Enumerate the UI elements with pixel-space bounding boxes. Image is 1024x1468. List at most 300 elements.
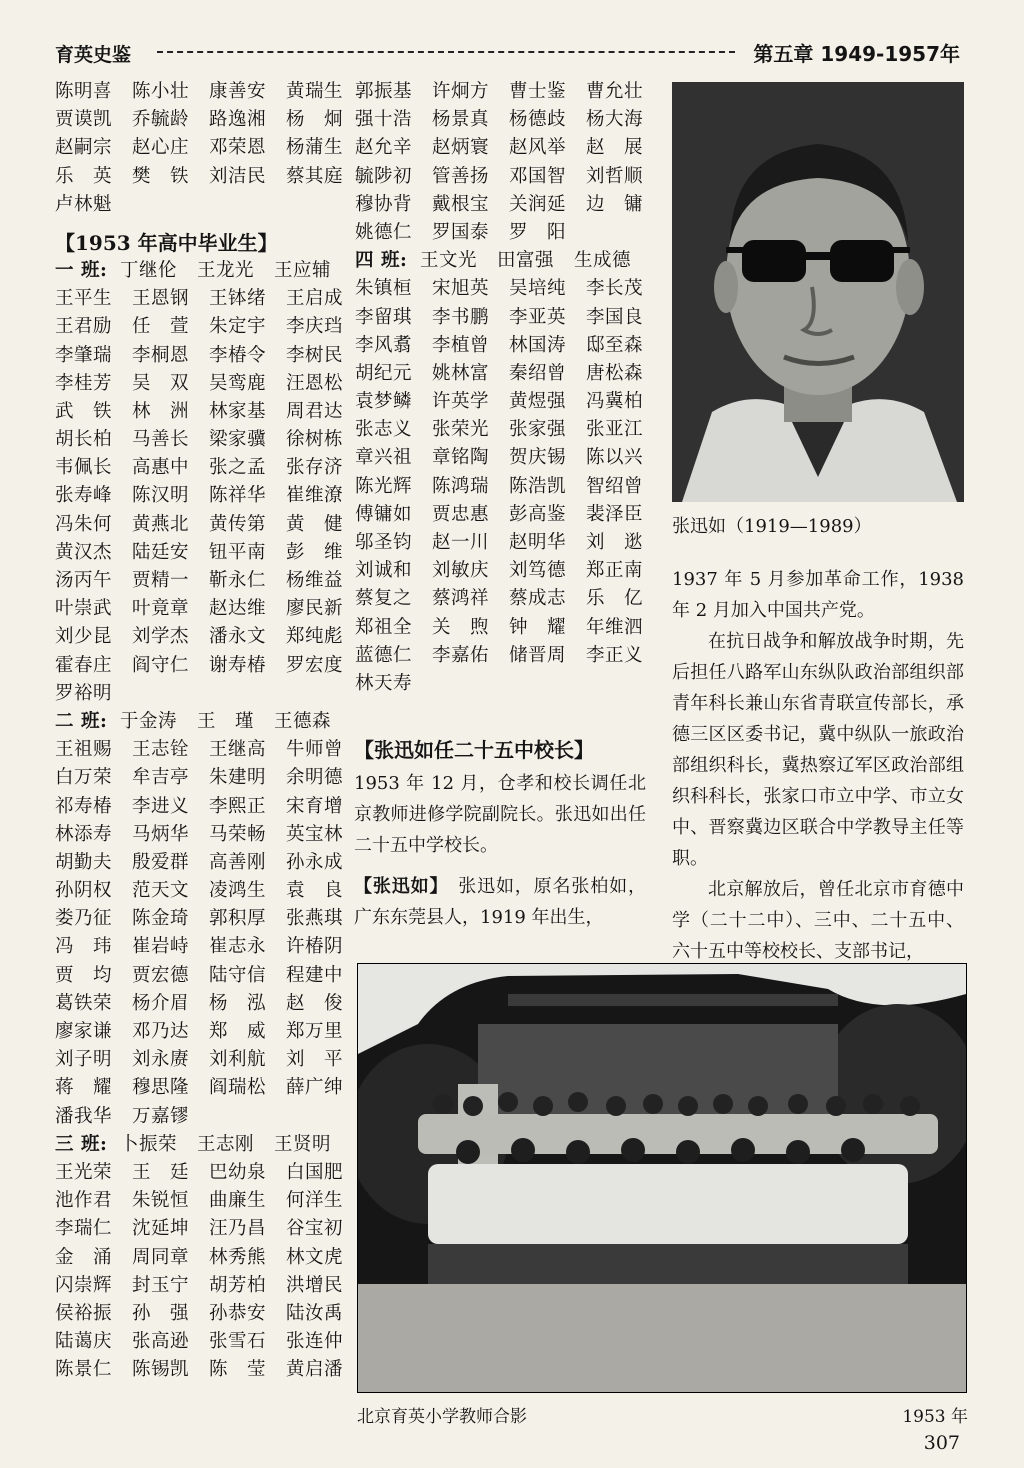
- name-column-1: [55, 78, 347, 1384]
- student-name: 杨德歧: [509, 109, 567, 131]
- student-name: 姚林富: [432, 362, 490, 384]
- student-name: 卢林魁: [55, 193, 113, 215]
- profile-text: 张迅如，原名张柏如，广东东莞县人，1919 年出生，: [354, 876, 647, 928]
- name-row: [55, 567, 347, 595]
- student-name: 霍春庄: [55, 654, 113, 676]
- student-name: 邓国智: [509, 165, 567, 187]
- student-name: 万嘉镠: [132, 1105, 190, 1127]
- student-name: 黄 健: [286, 513, 344, 535]
- student-name: 王志刚: [197, 1133, 255, 1155]
- name-row: [55, 482, 347, 510]
- student-name: 黄瑞生: [286, 81, 344, 102]
- student-name: 何洋生: [286, 1190, 344, 1212]
- name-row: [55, 680, 347, 708]
- student-name: 李瑞仁: [55, 1218, 113, 1240]
- student-name: 周同章: [132, 1246, 190, 1268]
- name-row: [55, 1074, 347, 1102]
- student-name: 王志铨: [132, 739, 190, 761]
- student-name: 许英学: [432, 391, 490, 413]
- student-name: 李风翥: [355, 334, 413, 356]
- student-name: 冯 玮: [55, 936, 113, 958]
- student-name: 胡长柏: [55, 429, 113, 451]
- name-row: [55, 1215, 347, 1243]
- student-name: 陈浩凯: [509, 475, 567, 497]
- student-name: 罗国泰: [432, 221, 490, 243]
- student-name: 罗裕明: [55, 682, 113, 704]
- student-name: 赵一川: [432, 532, 490, 553]
- student-name: 白国肥: [286, 1161, 344, 1183]
- name-row: [355, 360, 655, 388]
- student-name: 范天文: [132, 880, 190, 902]
- name-row: [55, 877, 347, 905]
- student-name: 章铭陶: [432, 447, 490, 469]
- student-name: 王龙光: [197, 259, 255, 281]
- student-name: 林添寿: [55, 823, 113, 845]
- student-name: 穆思隆: [132, 1077, 190, 1099]
- student-name: 阎守仁: [132, 654, 190, 676]
- student-name: 毓陟初: [355, 165, 413, 187]
- student-name: 靳永仁: [209, 570, 267, 591]
- student-name: 郑 威: [209, 1021, 267, 1042]
- name-row: [55, 285, 347, 313]
- student-name: 刘笃德: [509, 560, 567, 582]
- student-name: 孙恭安: [209, 1302, 267, 1324]
- student-name: 谷宝初: [286, 1218, 344, 1240]
- name-row: [55, 539, 347, 567]
- name-row: [55, 1159, 347, 1187]
- student-name: 程建中: [286, 964, 344, 986]
- student-name: 王光荣: [55, 1161, 113, 1183]
- student-name: 廖民新: [286, 598, 344, 620]
- student-name: 杨 炯: [286, 109, 344, 131]
- name-row: [355, 275, 655, 303]
- student-name: 侯裕振: [55, 1302, 113, 1324]
- student-name: 曲廉生: [209, 1190, 267, 1212]
- student-name: 李国良: [586, 306, 644, 328]
- name-row: [55, 990, 347, 1018]
- student-name: 边 镛: [586, 193, 644, 215]
- student-name: 闪崇辉: [55, 1274, 113, 1296]
- student-name: 汪乃昌: [209, 1218, 267, 1240]
- student-name: 陆廷安: [132, 541, 190, 563]
- student-name: 阎瑞松: [209, 1077, 267, 1099]
- student-name: 陈祥华: [209, 485, 267, 507]
- student-name: 葛铁荣: [55, 992, 113, 1014]
- student-name: 廖家谦: [55, 1021, 113, 1042]
- student-name: 李桐恩: [132, 344, 190, 366]
- group-photo: [357, 963, 967, 1393]
- student-name: 马炳华: [132, 823, 190, 845]
- student-name: 秦绍曾: [509, 362, 567, 384]
- student-name: 赵明华: [509, 532, 567, 553]
- student-name: 王钵绪: [209, 288, 267, 310]
- class-row: [355, 247, 655, 275]
- student-name: 姚德仁: [355, 221, 413, 243]
- name-row: [355, 585, 655, 613]
- name-row: [355, 557, 655, 585]
- name-row: [55, 764, 347, 792]
- student-name: 林秀熊: [209, 1246, 267, 1268]
- student-name: 李长茂: [586, 278, 644, 300]
- name-row: [55, 78, 347, 106]
- student-name: 田富强: [497, 250, 555, 272]
- student-name: 丁继伦: [120, 259, 178, 281]
- student-name: 刘学杰: [132, 626, 190, 648]
- student-name: 孙永成: [286, 851, 344, 873]
- class-row: [55, 257, 347, 285]
- student-name: 郑万里: [286, 1021, 344, 1042]
- name-row: [55, 623, 347, 651]
- student-name: 裴泽臣: [586, 503, 644, 525]
- student-name: 陈金琦: [132, 908, 190, 930]
- name-row: [55, 454, 347, 482]
- student-name: 钟 耀: [509, 616, 567, 638]
- name-row: [55, 134, 347, 162]
- student-name: 郭积厚: [209, 908, 267, 930]
- student-name: 曹士鉴: [509, 81, 567, 102]
- student-name: 崔志永: [209, 936, 267, 958]
- name-row: [55, 1244, 347, 1272]
- student-name: 刘利航: [209, 1049, 267, 1071]
- student-name: 陈小壮: [132, 81, 190, 102]
- student-name: 封玉宁: [132, 1274, 190, 1296]
- student-name: 袁梦鳞: [355, 391, 413, 413]
- student-name: 李亚英: [509, 306, 567, 328]
- name-row: [355, 416, 655, 444]
- student-name: 蔡鸿祥: [432, 588, 490, 610]
- student-name: 王恩钢: [132, 288, 190, 310]
- student-name: 刘敏庆: [432, 560, 490, 582]
- student-name: 袁 良: [286, 880, 344, 902]
- portrait-image: [672, 82, 964, 502]
- student-name: 许炯方: [432, 81, 490, 102]
- student-name: 薛广绅: [286, 1077, 344, 1099]
- name-row: [55, 1356, 347, 1384]
- book-title: 育英史鉴: [55, 44, 132, 66]
- student-name: 张志义: [355, 419, 413, 441]
- name-row: [55, 962, 347, 990]
- name-row: [55, 398, 347, 426]
- student-name: 彭 维: [286, 541, 344, 563]
- student-name: 张亚江: [586, 419, 644, 441]
- student-name: 陈以兴: [586, 447, 644, 469]
- student-name: 吴鸾鹿: [209, 372, 267, 394]
- student-name: 林家基: [209, 400, 267, 422]
- name-row: [55, 652, 347, 680]
- student-name: 潘永文: [209, 626, 267, 648]
- student-name: 孙阴权: [55, 880, 113, 902]
- student-name: 邬圣钧: [355, 532, 413, 553]
- student-name: 罗 阳: [509, 221, 567, 243]
- student-name: 刘少昆: [55, 626, 113, 648]
- student-name: 王应辅: [274, 259, 332, 281]
- student-name: 邓乃达: [132, 1021, 190, 1042]
- student-name: 郑正南: [586, 560, 644, 582]
- student-name: 张荣光: [432, 419, 490, 441]
- class-label: 三 班:: [55, 1133, 108, 1155]
- student-name: 郑纯彪: [286, 626, 344, 648]
- student-name: 汪恩松: [286, 372, 344, 394]
- name-row: [355, 670, 655, 698]
- student-name: 吴 双: [132, 372, 190, 394]
- name-row: [55, 342, 347, 370]
- name-row: [355, 163, 655, 191]
- article-paragraph-1: 1953 年 12 月，仓孝和校长调任北京教师进修学院副院长。张迅如出任二十五中学校长。: [354, 773, 646, 856]
- student-name: 贾谟凯: [55, 109, 113, 131]
- student-name: 卜振荣: [120, 1133, 178, 1155]
- student-name: 章兴祖: [355, 447, 413, 469]
- name-row: [355, 78, 655, 106]
- student-name: 蔡成志: [509, 588, 567, 610]
- student-name: 贾宏德: [132, 964, 190, 986]
- student-name: 蔡其庭: [286, 165, 344, 187]
- student-name: 张寿峰: [55, 485, 113, 507]
- student-name: 蓝德仁: [355, 644, 413, 666]
- page-header: [55, 36, 960, 68]
- name-row: [55, 163, 347, 191]
- name-row: [355, 614, 655, 642]
- student-name: 王德森: [274, 710, 332, 732]
- student-name: 叶竟章: [132, 598, 190, 620]
- student-name: 钮平南: [209, 541, 267, 563]
- student-name: 黄传第: [209, 513, 267, 535]
- student-name: 穆协背: [355, 193, 413, 215]
- student-name: 叶崇武: [55, 598, 113, 620]
- student-name: 李正义: [586, 644, 644, 666]
- student-name: 牟吉亭: [132, 767, 190, 789]
- student-name: 邓荣恩: [209, 137, 267, 159]
- student-name: 金 涌: [55, 1246, 113, 1268]
- student-name: 池作君: [55, 1190, 113, 1212]
- portrait-photo: [672, 82, 964, 502]
- student-name: 黄汉杰: [55, 541, 113, 563]
- student-name: 武 铁: [55, 400, 113, 422]
- student-name: 赵允辛: [355, 137, 413, 159]
- student-name: 洪增民: [286, 1274, 344, 1296]
- student-name: 殷爱群: [132, 851, 190, 873]
- student-name: 冯朱何: [55, 513, 113, 535]
- principal-article: [354, 732, 646, 933]
- biography-text: [672, 564, 964, 967]
- student-name: 罗宏度: [286, 654, 344, 676]
- student-name: 任 萱: [132, 316, 190, 338]
- student-name: 王继高: [209, 739, 267, 761]
- student-name: 樊 铁: [132, 165, 190, 187]
- name-row: [355, 501, 655, 529]
- student-name: 路逸湘: [209, 109, 267, 131]
- student-name: 王启成: [286, 288, 344, 310]
- student-name: 刘子明: [55, 1049, 113, 1071]
- student-name: 乐 英: [55, 165, 113, 187]
- name-row: [355, 642, 655, 670]
- student-name: 于金涛: [120, 710, 178, 732]
- student-name: 杨蒲生: [286, 137, 344, 159]
- name-row: [55, 1187, 347, 1215]
- student-name: 张之孟: [209, 457, 267, 479]
- student-name: 林天寿: [355, 672, 413, 694]
- name-row: [55, 736, 347, 764]
- student-name: 杨大海: [586, 109, 644, 131]
- student-name: 强十浩: [355, 109, 413, 131]
- name-row: [55, 370, 347, 398]
- student-name: 朱建明: [209, 767, 267, 789]
- student-name: 陈鸿瑞: [432, 475, 490, 497]
- name-row: [55, 905, 347, 933]
- name-row: [55, 191, 347, 219]
- student-name: 张连仲: [286, 1331, 344, 1353]
- student-name: 陈光辉: [355, 475, 413, 497]
- page-number: 307: [923, 1432, 960, 1454]
- student-name: 郑祖全: [355, 616, 413, 638]
- student-name: 黄启潘: [286, 1359, 344, 1381]
- student-name: 杨 泓: [209, 992, 267, 1014]
- group-photo-caption: 北京育英小学教师合影: [357, 1407, 527, 1427]
- student-name: 贾精一: [132, 570, 190, 591]
- student-name: 傅镛如: [355, 503, 413, 525]
- student-name: 刘 平: [286, 1049, 344, 1071]
- student-name: 陆守信: [209, 964, 267, 986]
- student-name: 王文光: [420, 250, 478, 272]
- student-name: 关 煦: [432, 616, 490, 638]
- student-name: 林 洲: [132, 400, 190, 422]
- student-name: 谢寿椿: [209, 654, 267, 676]
- chapter-title: 第五章 1949-1957年: [753, 42, 960, 66]
- student-name: 周君达: [286, 400, 344, 422]
- student-name: 孙 强: [132, 1302, 190, 1324]
- class-label: 一 班:: [55, 259, 108, 281]
- student-name: 祁寿椿: [55, 795, 113, 817]
- student-name: 白万荣: [55, 767, 113, 789]
- name-row: [55, 1046, 347, 1074]
- profile-heading: 【张迅如】: [354, 876, 440, 897]
- student-name: 马善长: [132, 429, 190, 451]
- bio-paragraph-1: 1937 年 5 月参加革命工作，1938 年 2 月加入中国共产党。: [672, 569, 964, 621]
- article-paragraph-2: [354, 871, 646, 933]
- student-name: 许椿阴: [286, 936, 344, 958]
- student-name: 郭振基: [355, 81, 413, 102]
- student-name: 李书鹏: [432, 306, 490, 328]
- student-name: 高惠中: [132, 457, 190, 479]
- name-column-2: [355, 78, 655, 698]
- student-name: 潘我华: [55, 1105, 113, 1127]
- student-name: 张雪石: [209, 1331, 267, 1353]
- name-row: [55, 1272, 347, 1300]
- name-row: [55, 1300, 347, 1328]
- student-name: 汤丙午: [55, 570, 113, 591]
- student-name: 李熙正: [209, 795, 267, 817]
- student-name: 高善刚: [209, 851, 267, 873]
- student-name: 康善安: [209, 81, 267, 102]
- student-name: 吴培纯: [509, 278, 567, 300]
- student-name: 韦佩长: [55, 457, 113, 479]
- student-name: 胡纪元: [355, 362, 413, 384]
- student-name: 王君励: [55, 316, 113, 338]
- student-name: 崔维潦: [286, 485, 344, 507]
- student-name: 陈汉明: [132, 485, 190, 507]
- class-label: 四 班:: [355, 250, 408, 272]
- student-name: 彭高鉴: [509, 503, 567, 525]
- student-name: 赵 展: [586, 137, 644, 159]
- name-row: [355, 191, 655, 219]
- student-name: 生成德: [574, 250, 632, 272]
- student-name: 李嘉佑: [432, 644, 490, 666]
- student-name: 李树民: [286, 344, 344, 366]
- name-row: [355, 106, 655, 134]
- name-row: [55, 1103, 347, 1131]
- student-name: 林国涛: [509, 334, 567, 356]
- student-name: 宋育增: [286, 795, 344, 817]
- student-name: 余明德: [286, 767, 344, 789]
- student-name: 陈 莹: [209, 1359, 267, 1381]
- student-name: 张存济: [286, 457, 344, 479]
- student-name: 沈延坤: [132, 1218, 190, 1240]
- student-name: 刘 逖: [586, 532, 644, 553]
- student-name: 邸至森: [586, 334, 644, 356]
- student-name: 乐 亿: [586, 588, 644, 610]
- portrait-caption: 张迅如（1919—1989）: [672, 516, 872, 537]
- student-name: 凌鸿生: [209, 880, 267, 902]
- student-name: 李椿令: [209, 344, 267, 366]
- name-row: [55, 313, 347, 341]
- student-name: 宋旭英: [432, 278, 490, 300]
- student-name: 贾忠惠: [432, 503, 490, 525]
- student-name: 梁家骥: [209, 429, 267, 451]
- name-row: [55, 849, 347, 877]
- student-name: 张家强: [509, 419, 567, 441]
- student-name: 李进义: [132, 795, 190, 817]
- student-name: 李庆珰: [286, 316, 344, 338]
- student-name: 王贤明: [274, 1133, 332, 1155]
- student-name: 胡勤夫: [55, 851, 113, 873]
- name-row: [355, 388, 655, 416]
- header-divider: [157, 51, 735, 53]
- student-name: 关润延: [509, 193, 567, 215]
- student-name: 赵达维: [209, 598, 267, 620]
- student-name: 林文虎: [286, 1246, 344, 1268]
- student-name: 陈景仁: [55, 1359, 113, 1381]
- name-row: [55, 1328, 347, 1356]
- student-name: 智绍曾: [586, 475, 644, 497]
- class-row: [55, 1131, 347, 1159]
- student-name: 黄煜强: [509, 391, 567, 413]
- student-name: 杨介眉: [132, 992, 190, 1014]
- student-name: 陈锡凯: [132, 1359, 190, 1381]
- student-name: 李植曾: [432, 334, 490, 356]
- name-row: [55, 106, 347, 134]
- student-name: 王平生: [55, 288, 113, 310]
- name-row: [355, 219, 655, 247]
- bio-paragraph-2: 在抗日战争和解放战争时期，先后担任八路军山东纵队政治部组织部青年科长兼山东省青联宣传部长，承德三区区委书记，冀中纵队一旅政治部组织科长，冀热察辽军区政治部组织科科长，张家口市立中学、市立女中、晋察冀边区联合中学教导主任等职。: [672, 631, 964, 869]
- student-name: 唐松森: [586, 362, 644, 384]
- student-name: 蔡复之: [355, 588, 413, 610]
- student-name: 冯冀柏: [586, 391, 644, 413]
- student-name: 张高逊: [132, 1331, 190, 1353]
- student-name: 王祖赐: [55, 739, 113, 761]
- student-name: 赵心庄: [132, 137, 190, 159]
- name-row: [55, 793, 347, 821]
- section-heading: 【1953 年高中毕业生】: [55, 230, 278, 255]
- student-name: 赵炳寰: [432, 137, 490, 159]
- class-row: [55, 708, 347, 736]
- student-name: 朱锐恒: [132, 1190, 190, 1212]
- student-name: 朱定宇: [209, 316, 267, 338]
- name-row: [355, 444, 655, 472]
- name-row: [55, 821, 347, 849]
- student-name: 巴幼泉: [209, 1161, 267, 1183]
- student-name: 张燕琪: [286, 908, 344, 930]
- group-photo-image: [358, 964, 966, 1392]
- student-name: 赵 俊: [286, 992, 344, 1014]
